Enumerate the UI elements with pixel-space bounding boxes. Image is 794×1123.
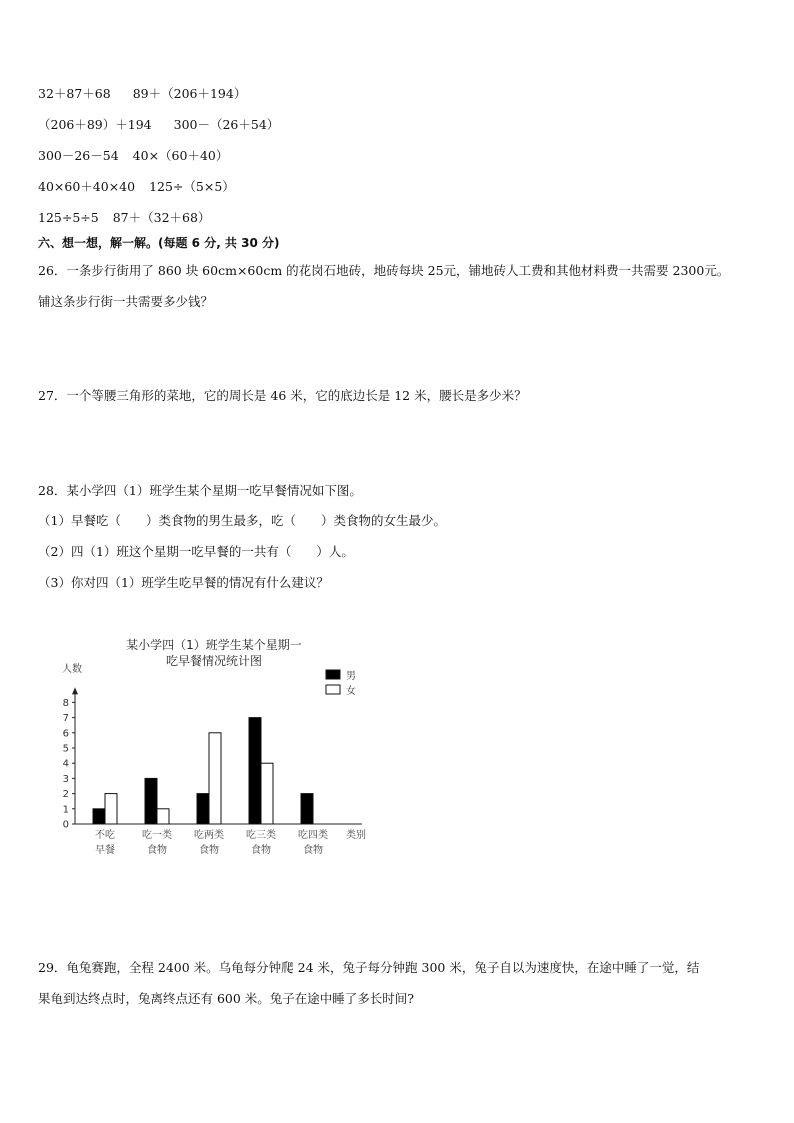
expression-row-3 <box>38 146 228 164</box>
y-tick-label: 3 <box>62 773 69 785</box>
question-26-line-2: 铺这条步行街一共需要多少钱？ <box>38 294 214 309</box>
category-label: 不吃 <box>95 830 115 841</box>
chart-title-line-1: 某小学四（1）班学生某个星期一 <box>126 638 302 652</box>
category-label: 吃一类 <box>142 830 172 841</box>
expression: 125÷5÷5 <box>38 210 99 225</box>
legend-swatch <box>326 685 340 694</box>
bar-male <box>197 794 209 824</box>
section-heading: 六、想一想，解一解。(每题 6 分, 共 30 分) <box>38 236 280 250</box>
breakfast-bar-chart <box>62 634 382 864</box>
legend-swatch <box>326 670 340 679</box>
y-tick-label: 5 <box>62 743 69 755</box>
question-29-line-2: 果龟到达终点时，兔离终点还有 600 米。兔子在途中睡了多长时间? <box>38 991 415 1006</box>
expression: 89＋（206＋194） <box>132 86 247 101</box>
expression: 32＋87＋68 <box>38 86 111 101</box>
y-axis-arrow <box>72 687 78 694</box>
category-label: 食物 <box>251 845 271 856</box>
question-28-sub-1: （1）早餐吃（ ）类食物的男生最多，吃（ ）类食物的女生最少。 <box>38 513 446 528</box>
question-28-sub-2: （2）四（1）班这个星期一吃早餐的一共有（ ）人。 <box>38 544 354 559</box>
expression: 125÷（5×5） <box>149 179 235 194</box>
y-tick-label: 8 <box>62 697 69 709</box>
x-axis-label: 类别 <box>346 830 366 841</box>
expression: （206＋89）＋194 <box>38 117 152 132</box>
expression: 40×60＋40×40 <box>38 179 136 194</box>
bar-female <box>105 794 117 824</box>
y-tick-label: 7 <box>62 713 69 725</box>
category-label: 吃四类 <box>298 830 328 841</box>
y-tick-label: 2 <box>62 789 69 801</box>
category-label: 食物 <box>147 845 167 856</box>
expression: 300－26－54 <box>38 148 119 163</box>
y-axis-label: 人数 <box>62 664 82 675</box>
bar-female <box>157 809 169 824</box>
question-28-stem: 28．某小学四（1）班学生某个星期一吃早餐情况如下图。 <box>38 483 362 498</box>
category-label: 食物 <box>303 845 323 856</box>
legend-label: 男 <box>346 671 356 682</box>
expression: 87＋（32＋68） <box>112 210 211 225</box>
category-label: 吃三类 <box>246 830 276 841</box>
question-26-line-1: 26．一条步行街用了 860 块 60cm×60cm 的花岗石地砖，地砖每块 25元，铺地砖人工费和其他材料费一共需要 2300元。 <box>38 263 730 278</box>
bar-male <box>301 794 313 824</box>
expression: 300－（26＋54） <box>173 117 280 132</box>
question-29-line-1: 29．龟兔赛跑，全程 2400 米。乌龟每分钟爬 24 米，兔子每分钟跑 300 米，兔子自以为速度快，在途中睡了一觉，结 <box>38 960 700 975</box>
category-label: 吃两类 <box>194 830 224 841</box>
expression-row-5 <box>38 208 210 226</box>
y-tick-label: 0 <box>62 819 69 831</box>
category-label: 食物 <box>199 845 219 856</box>
chart-title-line-2: 吃早餐情况统计图 <box>165 654 263 668</box>
y-tick-label: 1 <box>62 804 69 816</box>
category-label: 早餐 <box>95 845 115 856</box>
expression-row-4 <box>38 177 235 195</box>
y-tick-label: 4 <box>62 758 69 770</box>
legend-label: 女 <box>346 686 356 697</box>
question-28-sub-3: （3）你对四（1）班学生吃早餐的情况有什么建议？ <box>38 575 329 590</box>
bar-male <box>249 718 261 824</box>
expression-row-1 <box>38 84 246 102</box>
expression-row-2 <box>38 115 279 133</box>
bar-male <box>145 778 157 824</box>
bar-female <box>261 763 273 824</box>
question-27: 27．一个等腰三角形的菜地，它的周长是 46 米，它的底边长是 12 米，腰长是多少米？ <box>38 388 527 403</box>
expression: 40×（60＋40） <box>132 148 229 163</box>
bar-female <box>209 733 221 824</box>
y-tick-label: 6 <box>62 728 69 740</box>
bar-male <box>93 809 105 824</box>
